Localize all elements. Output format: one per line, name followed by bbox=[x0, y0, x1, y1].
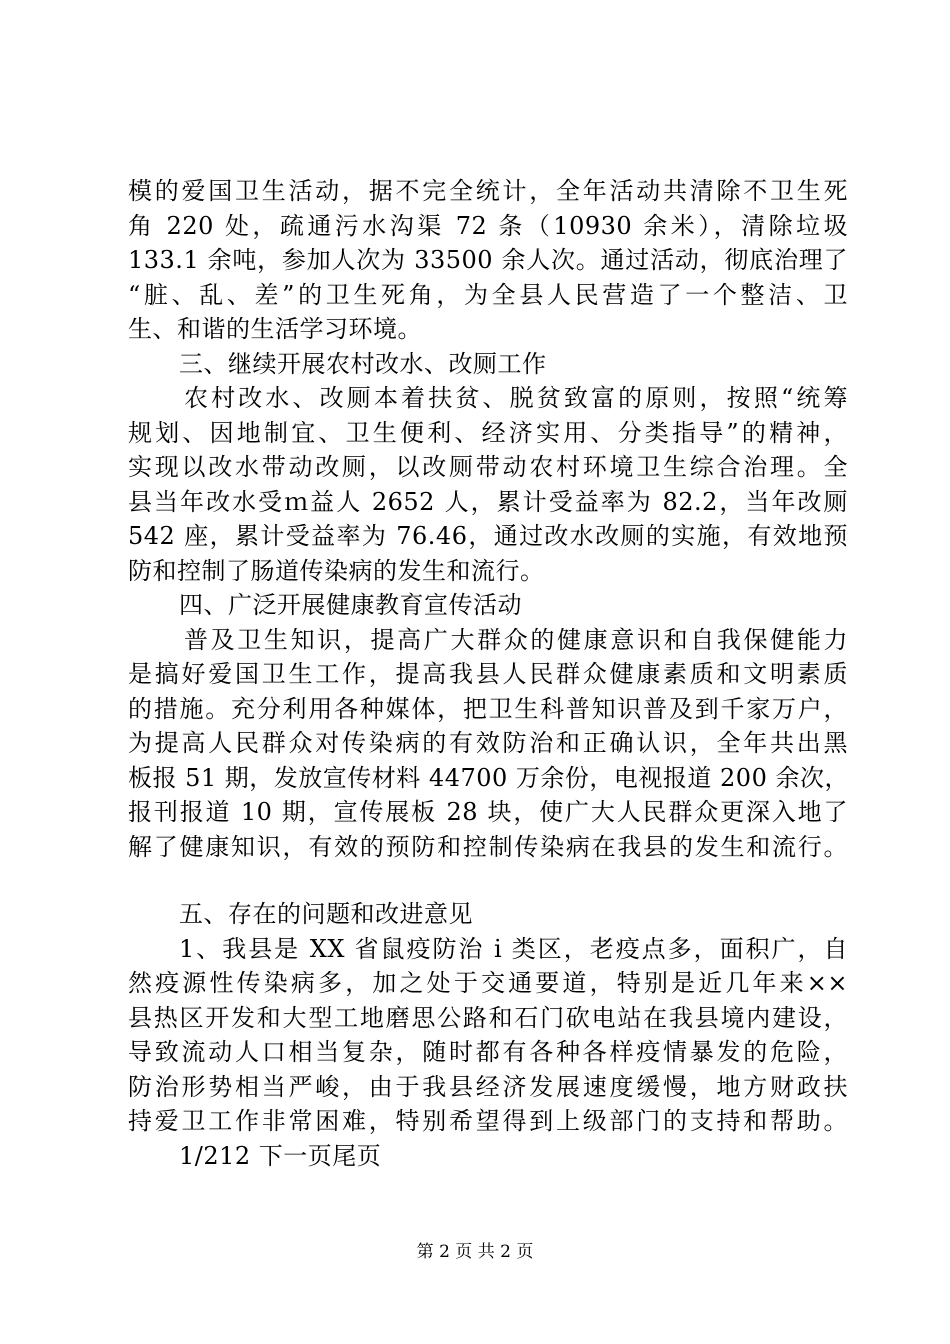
text-line: 解了健康知识，有效的预防和控制传染病在我县的发生和流行。 bbox=[128, 832, 848, 861]
text-line: 县当年改水受ｍ益人 2652 人，累计受益率为 82.2，当年改厕 bbox=[128, 487, 848, 516]
text-line: 板报 51 期，发放宣传材料 44700 万余份，电视报道 200 余次， bbox=[128, 763, 849, 792]
section-heading: 三、继续开展农村改水、改厕工作 bbox=[179, 349, 547, 378]
text-line: 542 座，累计受益率为 76.46，通过改水改厕的实施，有效地预 bbox=[128, 522, 848, 550]
document-body bbox=[128, 174, 848, 1173]
section-heading: 四、广泛开展健康教育宣传活动 bbox=[179, 591, 522, 619]
text-line: 防治形势相当严峻，由于我县经济发展速度缓慢，地方财政扶 bbox=[128, 1072, 848, 1101]
text-line: 模的爱国卫生活动，据不完全统计，全年活动共清除不卫生死 bbox=[128, 177, 848, 205]
text-line: 导致流动人口相当复杂，随时都有各种各样疫情暴发的危险， bbox=[128, 1038, 848, 1066]
text-line: 防和控制了肠道传染病的发生和流行。 bbox=[128, 556, 545, 585]
text-line: 县热区开发和大型工地磨思公路和石门砍电站在我县境内建设， bbox=[128, 1003, 848, 1032]
text-line: 实现以改水带动改厕，以改厕带动农村环境卫生综合治理。全 bbox=[128, 453, 848, 481]
pagination-links[interactable]: 1/212 下一页尾页 bbox=[179, 1141, 382, 1170]
paragraph-gap bbox=[128, 864, 848, 897]
text-line: 的措施。充分利用各种媒体，把卫生科普知识普及到千家万户， bbox=[128, 694, 848, 723]
text-line: 1、我县是 XX 省鼠疫防治 i 类区，老疫点多，面积广，自 bbox=[179, 934, 848, 963]
text-line: 持爱卫工作非常困难，特别希望得到上级部门的支持和帮助。 bbox=[128, 1107, 848, 1135]
text-line: 然疫源性传染病多，加之处于交通要道，特别是近几年来×× bbox=[128, 969, 848, 997]
text-line: 角 220 处，疏通污水沟渠 72 条（10930 余米），清除垃圾 bbox=[128, 211, 848, 240]
text-line: 为提高人民群众对传染病的有效防治和正确认识，全年共出黑 bbox=[128, 729, 848, 757]
page-footer bbox=[0, 1240, 950, 1264]
text-line: 133.1 余吨，参加人次为 33500 余人次。通过活动，彻底治理了 bbox=[128, 246, 848, 274]
text-line: 是搞好爱国卫生工作，提高我县人民群众健康素质和文明素质 bbox=[128, 660, 848, 688]
text-line: 生、和谐的生活学习环境。 bbox=[128, 315, 422, 343]
text-line: 规划、因地制宜、卫生便利、经济实用、分类指导”的精神， bbox=[128, 418, 848, 447]
text-line: 农村改水、改厕本着扶贫、脱贫致富的原则，按照“统筹 bbox=[184, 384, 848, 412]
text-line: “脏、乱、差”的卫生死角，为全县人民营造了一个整洁、卫 bbox=[128, 280, 848, 309]
page-number-label: 第 2 页 共 2 页 bbox=[416, 1242, 534, 1262]
text-line: 报刊报道 10 期，宣传展板 28 块，使广大人民群众更深入地了 bbox=[128, 798, 848, 826]
section-heading: 五、存在的问题和改进意见 bbox=[179, 900, 473, 928]
text-line: 普及卫生知识，提高广大群众的健康意识和自我保健能力 bbox=[184, 625, 848, 654]
